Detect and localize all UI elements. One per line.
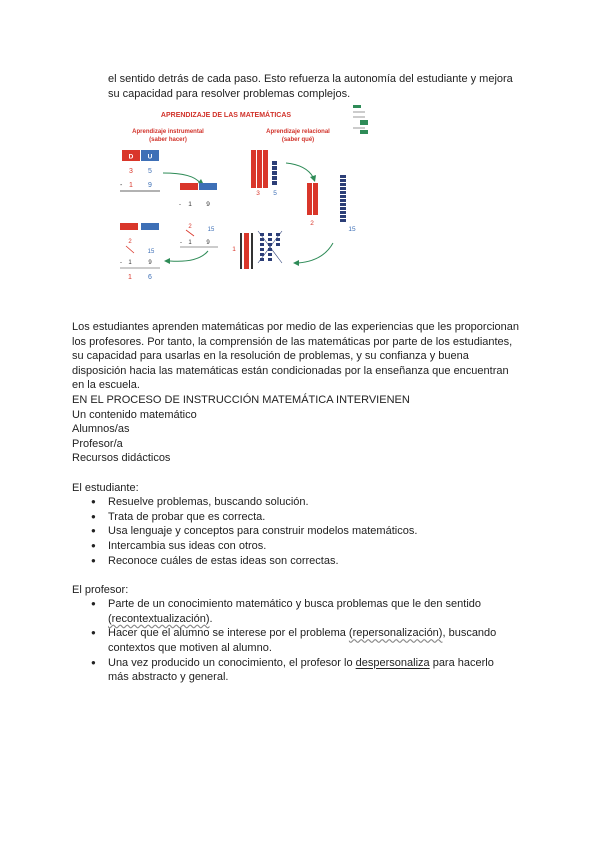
p1-line-1: Los estudiantes aprenden matemáticas por medio de las experiencias que les proporcionan: [72, 321, 519, 333]
intro-paragraph-2: [72, 320, 532, 393]
instrumental-heading: Aprendizaje instrumental: [132, 129, 204, 135]
mid-fifteen: 15: [207, 227, 215, 233]
bottom-fifteen: 15: [147, 249, 155, 255]
teacher-bullet-2-line-2: contextos que motiven al alumno.: [108, 642, 272, 655]
intro-line-1: el sentido detrás de cada paso. Esto refuerza la autonomía del estudiante y mejora: [108, 73, 513, 85]
relational-subheading: (saber qué): [281, 137, 315, 143]
curved-arrow-2: [170, 251, 208, 261]
figure-title: APRENDIZAJE DE LAS MATEMÁTICAS: [160, 112, 292, 119]
p1-line-3: su capacidad para usarlas en la resolución de problemas, y su confianza y buena: [72, 350, 469, 363]
mid-u-header: [199, 183, 217, 190]
teacher-bullet-3-mid: para hacerlo: [429, 656, 494, 669]
bottom-u-header: [141, 223, 159, 230]
mid-cross: [186, 230, 194, 236]
teacher-bullet-1-end: .: [209, 612, 213, 625]
bottom-minus: -: [120, 260, 122, 266]
label-five: 5: [273, 190, 277, 197]
student-bullet-2: ● Trata de probar que es correcta.: [108, 510, 532, 525]
bottom-nine: 9: [148, 260, 152, 266]
teacher-bullet-list: [72, 597, 532, 685]
mid-d-header: [180, 183, 198, 190]
component-item-3: Profesor/a: [72, 437, 123, 450]
curved-arrow-1: [163, 173, 200, 183]
bottom-one: 1: [128, 260, 132, 266]
teacher-bullet-2-mid: , buscando: [442, 627, 497, 640]
math-learning-figure: [108, 103, 374, 300]
arrow-head-4: [293, 260, 299, 266]
minus-sign: -: [120, 182, 123, 189]
teacher-bullet-2-start: Hacer que el alumno se interese por el problema: [108, 627, 349, 640]
repersonalizacion-term: (repersonalización): [348, 627, 443, 640]
bottom-two: 2: [128, 239, 132, 245]
section-heading: EN EL PROCESO DE INSTRUCCIÓN MATEMÁTICA INTERVIENEN: [72, 393, 410, 406]
student-bullet-5: ● Reconoce cuáles de estas ideas son correctas.: [108, 554, 532, 569]
u-label: U: [147, 153, 153, 161]
minuend-units: 5: [148, 168, 152, 175]
label-two: 2: [310, 220, 314, 227]
intro-paragraph: [108, 72, 548, 101]
mid-minus-2: -: [180, 240, 182, 246]
subtrahend-units: 9: [148, 182, 152, 189]
p1-line-5: en la escuela.: [72, 379, 140, 392]
remaining-ten-rod: [240, 233, 253, 269]
teacher-bullet-3: [108, 656, 532, 685]
result-tens: 1: [128, 274, 132, 281]
teacher-bullet-1-line-1: ● Parte de un conocimiento matemático y busca problemas que le den sentido: [108, 598, 481, 611]
label-one: 1: [232, 246, 236, 253]
side-menu-icon: [353, 105, 368, 134]
mid-tens-1: 1: [188, 201, 192, 208]
five-unit-cubes: [272, 161, 277, 185]
arrow-head-3: [310, 175, 316, 182]
three-tens-rods: [251, 150, 268, 188]
student-bullet-list: [72, 495, 532, 568]
result-units: 6: [148, 274, 152, 281]
student-bullet-4: ● Intercambia sus ideas con otros.: [108, 539, 532, 554]
relational-heading: Aprendizaje relacional: [266, 129, 330, 135]
teacher-bullet-1: [108, 597, 532, 626]
recontextualizacion-term: (recontextualización): [108, 612, 210, 625]
mid-minus: -: [179, 202, 181, 208]
label-fifteen: 15: [348, 226, 356, 233]
p1-line-2: los profesores. Por tanto, la comprensión de las matemáticas por parte de los estudiantes,: [72, 335, 513, 348]
intro-line-2: su capacidad para resolver problemas complejos.: [108, 87, 351, 100]
minuend-tens: 3: [129, 168, 133, 175]
teacher-bullet-3-line-2: más abstracto y general.: [108, 671, 229, 684]
mid-units-9: 9: [206, 201, 210, 208]
two-tens-rods: [307, 183, 318, 215]
despersonaliza-term: despersonaliza: [355, 656, 430, 669]
main-text: [72, 320, 532, 685]
fifteen-unit-cubes: [340, 175, 346, 222]
bottom-d-header: [120, 223, 138, 230]
mid-one: 1: [188, 240, 192, 246]
instrumental-subheading: (saber hacer): [149, 137, 187, 143]
component-item-2: Alumnos/as: [72, 423, 130, 436]
arrow-head-2: [164, 258, 170, 264]
teacher-bullet-2: [108, 626, 532, 655]
p1-line-4: disposición hacia las matemáticas están condicionadas por la enseñanza que encuentran: [72, 364, 509, 377]
curved-arrow-3: [286, 163, 313, 177]
component-item-4: Recursos didácticos: [72, 452, 171, 465]
student-label: El estudiante:: [72, 481, 139, 494]
student-bullet-3: ● Usa lenguaje y conceptos para construir modelos matemáticos.: [108, 524, 532, 539]
bottom-cross: [126, 246, 134, 253]
mid-two: 2: [188, 224, 192, 230]
mid-nine: 9: [206, 240, 210, 246]
student-bullet-1: ● Resuelve problemas, buscando solución.: [108, 495, 532, 510]
teacher-bullet-3-start: Una vez producido un conocimiento, el profesor lo: [108, 656, 356, 669]
d-label: D: [128, 153, 134, 161]
subtrahend-tens: 1: [129, 182, 133, 189]
label-three: 3: [256, 190, 260, 197]
curved-arrow-4: [298, 243, 333, 263]
teacher-label: El profesor:: [72, 583, 129, 596]
component-item-1: Un contenido matemático: [72, 408, 197, 421]
